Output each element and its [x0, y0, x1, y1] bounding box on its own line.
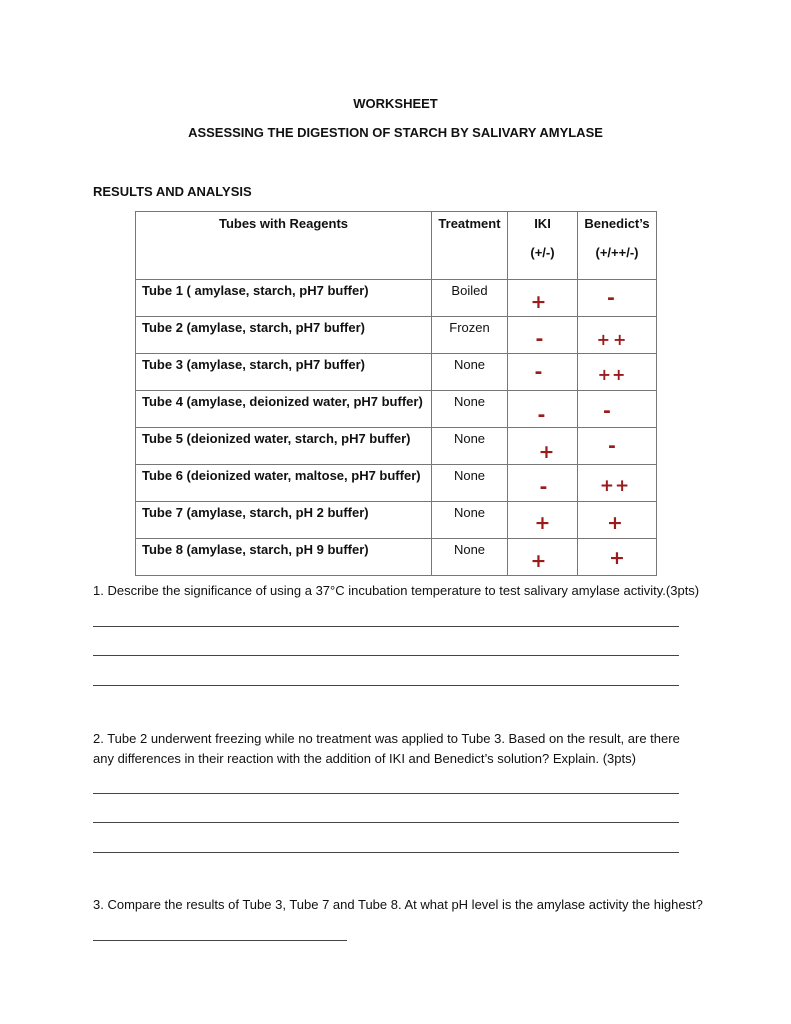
- tube-cell: Tube 7 (amylase, starch, pH 2 buffer): [136, 502, 432, 539]
- benedicts-mark: ++: [599, 476, 631, 496]
- benedicts-cell: [578, 539, 657, 576]
- table-row: [136, 502, 657, 539]
- iki-cell: [508, 354, 578, 391]
- table-row: [136, 354, 657, 391]
- answer-line-q2-2[interactable]: [93, 822, 679, 823]
- worksheet-title: WORKSHEET: [353, 96, 438, 111]
- iki-cell: [508, 465, 578, 502]
- iki-cell: [508, 391, 578, 428]
- treatment-cell: None: [432, 539, 508, 576]
- iki-mark: -: [535, 328, 544, 350]
- answer-line-q1-1[interactable]: [93, 626, 679, 627]
- benedicts-mark: +: [609, 547, 625, 569]
- tube-cell: Tube 8 (amylase, starch, pH 9 buffer): [136, 539, 432, 576]
- treatment-cell: None: [432, 428, 508, 465]
- treatment-cell: None: [432, 502, 508, 539]
- question-1: 1. Describe the significance of using a 37°C incubation temperature to test salivary amylase activity.(3pts): [93, 583, 700, 598]
- answer-line-q2-3[interactable]: [93, 852, 679, 853]
- benedicts-mark: +: [607, 512, 623, 534]
- benedicts-cell: [578, 317, 657, 354]
- benedicts-mark: ++: [596, 329, 630, 349]
- tube-cell: Tube 1 ( amylase, starch, pH7 buffer): [136, 280, 432, 317]
- tube-cell: Tube 4 (amylase, deionized water, pH7 buffer): [136, 391, 432, 428]
- benedicts-mark: ++: [597, 364, 627, 384]
- header-benedicts-sub: (+/++/-): [595, 245, 639, 260]
- benedicts-mark: -: [607, 287, 615, 309]
- benedicts-cell: [578, 465, 657, 502]
- header-iki-sub: (+/-): [530, 245, 555, 260]
- benedicts-cell: [578, 354, 657, 391]
- treatment-cell: None: [432, 391, 508, 428]
- header-tubes: [136, 212, 432, 280]
- question-2: 2. Tube 2 underwent freezing while no treatment was applied to Tube 3. Based on the result, are there any differences in their reaction with the addition of IKI and Benedict’s solution? Explain. (3pts): [93, 731, 680, 766]
- benedicts-cell: [578, 428, 657, 465]
- benedicts-mark: -: [608, 435, 616, 457]
- tube-cell: Tube 3 (amylase, starch, pH7 buffer): [136, 354, 432, 391]
- iki-mark: +: [538, 441, 555, 463]
- header-iki: [508, 212, 578, 280]
- benedicts-cell: [578, 280, 657, 317]
- answer-line-q1-2[interactable]: [93, 655, 679, 656]
- worksheet-subtitle: ASSESSING THE DIGESTION OF STARCH BY SALIVARY AMYLASE: [188, 125, 603, 140]
- benedicts-mark: -: [603, 400, 611, 422]
- benedicts-cell: [578, 502, 657, 539]
- answer-line-q1-3[interactable]: [93, 685, 679, 686]
- iki-cell: [508, 428, 578, 465]
- header-benedicts-label: Benedict’s: [584, 216, 650, 231]
- iki-cell: [508, 539, 578, 576]
- iki-cell: [508, 317, 578, 354]
- iki-mark: -: [537, 404, 546, 426]
- header-treatment-label: Treatment: [438, 216, 501, 231]
- header-tubes-label: Tubes with Reagents: [218, 216, 349, 231]
- question-3: 3. Compare the results of Tube 3, Tube 7 and Tube 8. At what pH level is the amylase activity the highest?: [93, 897, 703, 912]
- table-row: [136, 539, 657, 576]
- table-row: [136, 317, 657, 354]
- answer-line-q3-1[interactable]: [93, 940, 347, 941]
- tube-cell: Tube 2 (amylase, starch, pH7 buffer): [136, 317, 432, 354]
- header-benedicts: [578, 212, 657, 280]
- section-heading: RESULTS AND ANALYSIS: [93, 184, 252, 199]
- answer-line-q2-1[interactable]: [93, 793, 679, 794]
- table-row: [136, 465, 657, 502]
- iki-mark: +: [534, 512, 551, 534]
- iki-cell: [508, 502, 578, 539]
- treatment-cell: None: [432, 465, 508, 502]
- benedicts-cell: [578, 391, 657, 428]
- header-treatment: [432, 212, 508, 280]
- table-header-row: [136, 212, 657, 280]
- treatment-cell: None: [432, 354, 508, 391]
- treatment-cell: Frozen: [432, 317, 508, 354]
- tube-cell: Tube 6 (deionized water, maltose, pH7 buffer): [136, 465, 432, 502]
- iki-mark: +: [530, 291, 547, 313]
- header-iki-label: IKI: [534, 216, 551, 231]
- iki-mark: -: [534, 361, 543, 383]
- table-row: [136, 391, 657, 428]
- iki-mark: -: [539, 476, 548, 498]
- results-table: [135, 211, 657, 576]
- iki-mark: +: [530, 550, 547, 572]
- table-row: [136, 428, 657, 465]
- table-row: [136, 280, 657, 317]
- iki-cell: [508, 280, 578, 317]
- treatment-cell: Boiled: [432, 280, 508, 317]
- tube-cell: Tube 5 (deionized water, starch, pH7 buffer): [136, 428, 432, 465]
